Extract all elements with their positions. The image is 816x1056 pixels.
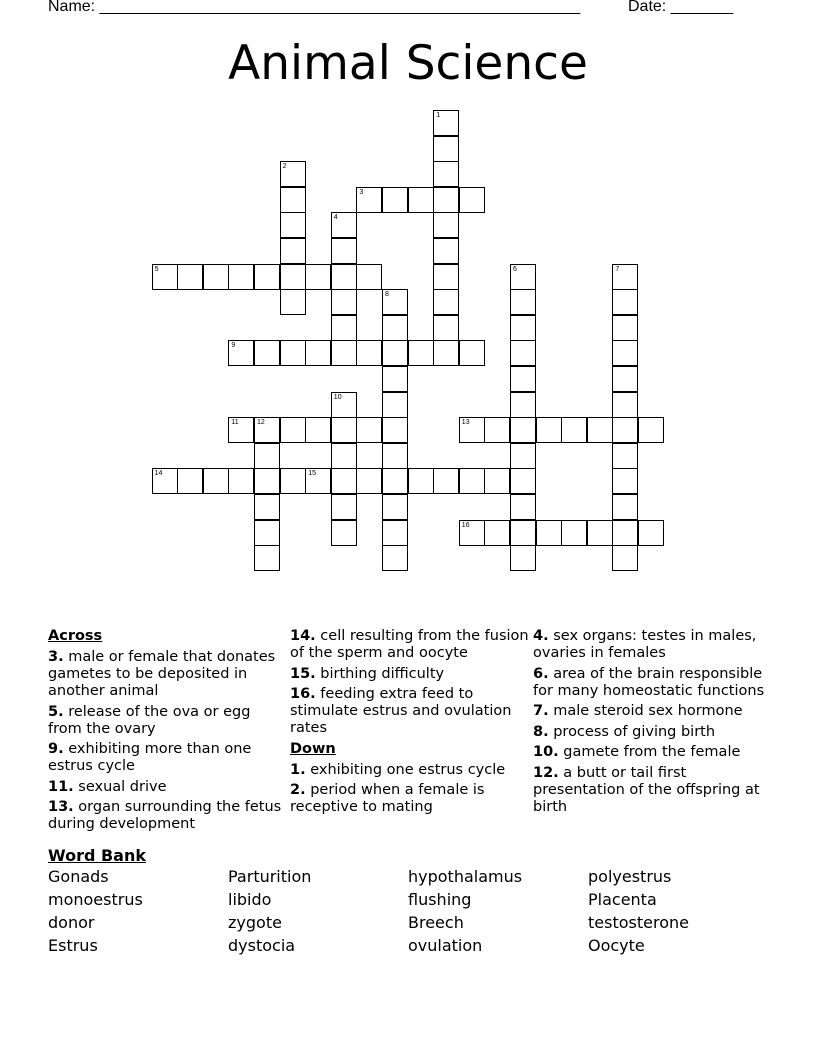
crossword-cell[interactable]: [228, 417, 254, 443]
crossword-cell[interactable]: [433, 315, 459, 341]
clue-number: 3: [359, 188, 364, 196]
clue-down-2: 2. period when a female is receptive to mating: [290, 782, 485, 815]
crossword-cell[interactable]: [280, 238, 306, 264]
crossword-cell[interactable]: [280, 187, 306, 213]
crossword-cell[interactable]: [638, 520, 664, 546]
clue-number: 6: [513, 265, 517, 273]
crossword-cell[interactable]: [382, 520, 408, 546]
crossword-cell[interactable]: [382, 315, 408, 341]
crossword-cell[interactable]: [408, 340, 434, 366]
clue-number: 15: [308, 470, 316, 478]
crossword-cell[interactable]: [331, 264, 357, 290]
word-bank: [48, 867, 768, 955]
date-field-label: Date: _______: [628, 0, 733, 15]
crossword-cell[interactable]: [280, 468, 306, 494]
word-bank-item: donor: [48, 913, 95, 932]
crossword-cell[interactable]: [510, 417, 536, 443]
word-bank-item: Placenta: [588, 890, 657, 909]
clue-number: 9: [231, 342, 236, 350]
clue-down-8: 8. process of giving birth: [533, 723, 716, 740]
clue-across-3: 3. male or female that donates gametes to be deposited in another animal: [48, 649, 276, 699]
clue-number: 14: [154, 470, 163, 478]
clue-number: 8: [385, 291, 389, 299]
word-bank-item: flushing: [408, 890, 472, 909]
crossword-cell[interactable]: [331, 417, 357, 443]
clue-number: 1: [436, 112, 441, 119]
word-bank-heading: Word Bank: [48, 846, 147, 865]
crossword-cell[interactable]: [510, 443, 536, 469]
crossword-cell[interactable]: [331, 443, 357, 469]
crossword-cell[interactable]: [433, 468, 459, 494]
crossword-cell[interactable]: [356, 468, 382, 494]
clue-down-12: 12. a butt or tail first presentation of the offspring at birth: [533, 764, 760, 815]
crossword-cell[interactable]: [587, 417, 613, 443]
crossword-cell[interactable]: [203, 264, 229, 290]
crossword-cell[interactable]: [331, 212, 357, 238]
clue-down-1: 1. exhibiting one estrus cycle: [290, 761, 506, 778]
crossword-cell[interactable]: [510, 545, 536, 571]
clue-down-10: 10. gamete from the female: [533, 744, 741, 760]
crossword-cell[interactable]: [433, 212, 459, 238]
crossword-cell[interactable]: [433, 136, 459, 162]
crossword-cell[interactable]: [305, 340, 331, 366]
word-bank-item: monoestrus: [48, 890, 143, 909]
crossword-cell[interactable]: [280, 161, 306, 187]
crossword-cell[interactable]: [459, 417, 485, 443]
word-bank-item: polyestrus: [588, 867, 672, 886]
crossword-cell[interactable]: [331, 392, 357, 418]
word-bank-item: zygote: [228, 913, 282, 932]
clues-column-2: [290, 628, 530, 820]
crossword-cell[interactable]: [382, 289, 408, 315]
crossword-cell[interactable]: [152, 468, 178, 494]
crossword-cell[interactable]: [561, 417, 587, 443]
word-bank-item: Oocyte: [588, 936, 645, 955]
clue-number: 16: [461, 521, 470, 529]
clue-number: 12: [257, 419, 265, 427]
word-bank-item: hypothalamus: [408, 867, 523, 886]
clue-number: 2: [282, 163, 287, 171]
word-bank-item: libido: [228, 890, 272, 909]
word-bank-item: Gonads: [48, 867, 109, 886]
crossword-cell[interactable]: [305, 468, 331, 494]
crossword-cell[interactable]: [356, 417, 382, 443]
crossword-cell[interactable]: [356, 264, 382, 290]
crossword-cell[interactable]: [433, 187, 459, 213]
clue-across-16: 16. feeding extra feed to stimulate estrus and ovulation rates: [290, 686, 512, 736]
crossword-cell[interactable]: [356, 340, 382, 366]
crossword-cell[interactable]: [254, 468, 280, 494]
clues-column-1: [48, 628, 283, 837]
crossword-cell[interactable]: [228, 264, 254, 290]
crossword-cell[interactable]: [280, 340, 306, 366]
crossword-cell[interactable]: [254, 494, 280, 520]
crossword-cell[interactable]: [433, 289, 459, 315]
crossword-cell[interactable]: [408, 187, 434, 213]
clue-across-5: 5. release of the ova or egg from the ovary: [48, 703, 251, 737]
word-bank-item: ovulation: [408, 936, 483, 955]
crossword-cell[interactable]: [408, 468, 434, 494]
crossword-cell[interactable]: [152, 264, 178, 290]
word-bank-item: Estrus: [48, 936, 98, 955]
crossword-cell[interactable]: [331, 238, 357, 264]
crossword-cell[interactable]: [254, 545, 280, 571]
crossword-cell[interactable]: [177, 264, 203, 290]
crossword-cell[interactable]: [433, 161, 459, 187]
crossword-cell[interactable]: [280, 212, 306, 238]
crossword-cell[interactable]: [254, 443, 280, 469]
name-field-label: Name: ______________________________________________________: [48, 0, 581, 15]
crossword-cell[interactable]: [510, 494, 536, 520]
down-heading: Down: [290, 740, 336, 757]
crossword-cell[interactable]: [638, 417, 664, 443]
crossword-cell[interactable]: [510, 468, 536, 494]
crossword-cell[interactable]: [433, 264, 459, 290]
crossword-cell[interactable]: [228, 340, 254, 366]
crossword-cell[interactable]: [510, 289, 536, 315]
crossword-cell[interactable]: [536, 417, 562, 443]
crossword-cell[interactable]: [484, 417, 510, 443]
crossword-cell[interactable]: [433, 340, 459, 366]
crossword-cell[interactable]: [305, 264, 331, 290]
crossword-cell[interactable]: [254, 340, 280, 366]
crossword-cell[interactable]: [612, 315, 638, 341]
crossword-cell[interactable]: [331, 289, 357, 315]
crossword-cell[interactable]: [484, 468, 510, 494]
clues-column-3: [533, 628, 768, 819]
crossword-cell[interactable]: [331, 315, 357, 341]
crossword-cell[interactable]: [612, 417, 638, 443]
word-bank-item: dystocia: [228, 936, 296, 955]
crossword-cell[interactable]: [510, 264, 536, 290]
clue-number: 4: [333, 214, 338, 222]
crossword-cell[interactable]: [587, 520, 613, 546]
crossword-cell[interactable]: [177, 468, 203, 494]
clue-down-7: 7. male steroid sex hormone: [533, 703, 743, 719]
crossword-cell[interactable]: [382, 443, 408, 469]
crossword-cell[interactable]: [612, 340, 638, 366]
crossword-cell[interactable]: [331, 494, 357, 520]
clue-number: 10: [333, 393, 342, 401]
crossword-cell[interactable]: [382, 545, 408, 571]
crossword-cell[interactable]: [459, 340, 485, 366]
crossword-cell[interactable]: [254, 520, 280, 546]
crossword-cell[interactable]: [510, 366, 536, 392]
crossword-cell[interactable]: [536, 520, 562, 546]
clue-number: 7: [615, 265, 620, 273]
crossword-cell[interactable]: [331, 468, 357, 494]
crossword-cell[interactable]: [254, 264, 280, 290]
crossword-cell[interactable]: [254, 417, 280, 443]
clue-down-6: 6. area of the brain responsible for many homeostatic functions: [533, 665, 765, 699]
crossword-cell[interactable]: [433, 238, 459, 264]
crossword-cell[interactable]: [433, 110, 459, 136]
crossword-cell[interactable]: [280, 264, 306, 290]
crossword-cell[interactable]: [382, 494, 408, 520]
crossword-cell[interactable]: [382, 366, 408, 392]
crossword-cell[interactable]: [382, 187, 408, 213]
crossword-cell[interactable]: [484, 520, 510, 546]
word-bank-item: testosterone: [588, 913, 689, 932]
crossword-cell[interactable]: [612, 366, 638, 392]
crossword-cell[interactable]: [612, 545, 638, 571]
clue-across-11: 11. sexual drive: [48, 778, 167, 795]
crossword-cell[interactable]: [280, 289, 306, 315]
crossword-cell[interactable]: [459, 187, 485, 213]
clue-number: 13: [461, 419, 470, 427]
crossword-cell[interactable]: [331, 520, 357, 546]
crossword-cell[interactable]: [612, 392, 638, 418]
crossword-cell[interactable]: [382, 468, 408, 494]
crossword-cell[interactable]: [612, 264, 638, 290]
crossword-cell[interactable]: [612, 289, 638, 315]
crossword-cell[interactable]: [510, 315, 536, 341]
crossword-cell[interactable]: [510, 520, 536, 546]
clue-across-14: 14. cell resulting from the fusion of the sperm and oocyte: [290, 628, 529, 661]
crossword-cell[interactable]: [510, 392, 536, 418]
crossword-cell[interactable]: [331, 340, 357, 366]
clue-across-15: 15. birthing difficulty: [290, 665, 445, 682]
page-title: Animal Science: [228, 36, 588, 91]
crossword-cell[interactable]: [612, 443, 638, 469]
across-heading: Across: [48, 628, 103, 644]
crossword-cell[interactable]: [280, 417, 306, 443]
crossword-cell[interactable]: [561, 520, 587, 546]
crossword-cell[interactable]: [510, 340, 536, 366]
crossword-cell[interactable]: [382, 417, 408, 443]
word-bank-item: Parturition: [228, 867, 312, 886]
crossword-cell[interactable]: [612, 468, 638, 494]
crossword-cell[interactable]: [459, 468, 485, 494]
crossword-cell[interactable]: [612, 494, 638, 520]
clue-across-9: 9. exhibiting more than one estrus cycle: [48, 741, 252, 774]
crossword-cell[interactable]: [356, 187, 382, 213]
crossword-cell[interactable]: [228, 468, 254, 494]
clue-number: 5: [154, 265, 159, 273]
word-bank-item: Breech: [408, 913, 464, 932]
crossword-cell[interactable]: [203, 468, 229, 494]
crossword-cell[interactable]: [382, 392, 408, 418]
clue-across-13: 13. organ surrounding the fetus during development: [48, 799, 282, 832]
clue-down-4: 4. sex organs: testes in males, ovaries in females: [533, 628, 757, 661]
crossword-cell[interactable]: [305, 417, 331, 443]
crossword-cell[interactable]: [382, 340, 408, 366]
clue-number: 11: [231, 419, 239, 427]
crossword-cell[interactable]: [459, 520, 485, 546]
crossword-cell[interactable]: [612, 520, 638, 546]
